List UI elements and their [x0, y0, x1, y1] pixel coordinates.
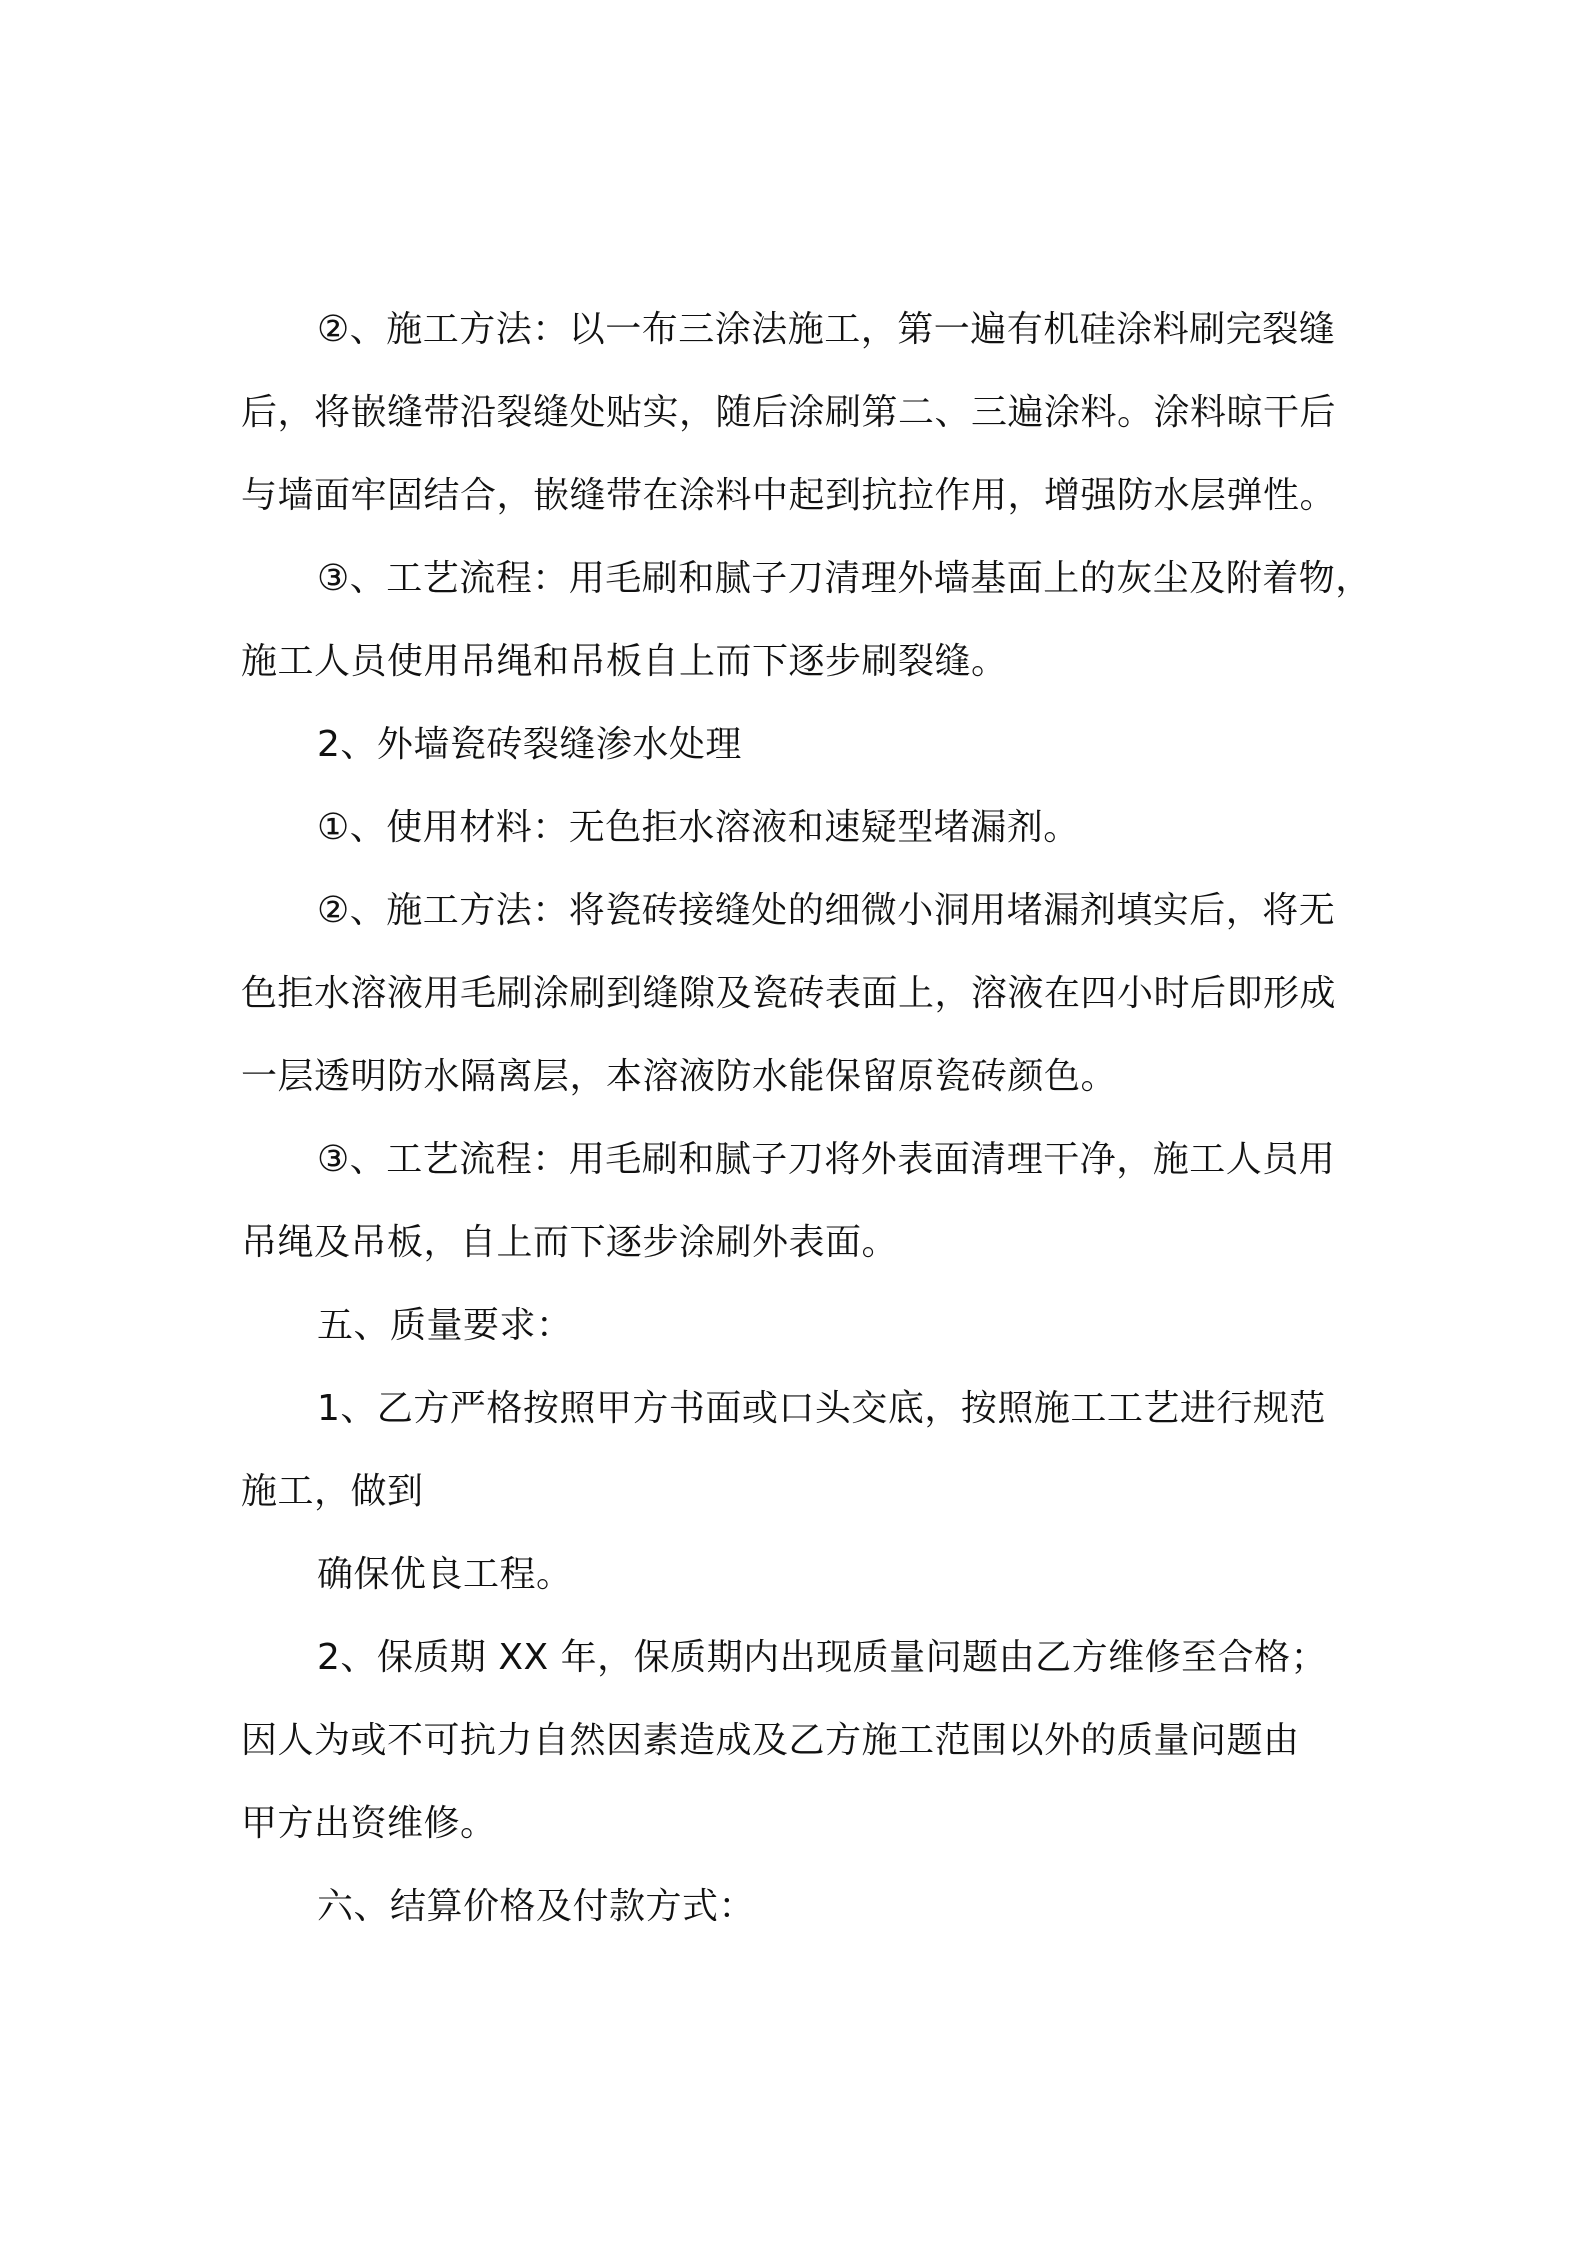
section-heading-payment	[241, 1865, 1357, 1948]
text-line: ①、使用材料：无色拒水溶液和速疑型堵漏剂。	[317, 807, 1080, 848]
text-line: 2、保质期 XX 年，保质期内出现质量问题由乙方维修至合格；	[317, 1637, 1328, 1678]
text-line: 2、外墙瓷砖裂缝渗水处理	[317, 724, 742, 765]
text-line: 后，将嵌缝带沿裂缝处贴实，随后涂刷第二、三遍涂料。涂料晾干后	[241, 392, 1337, 433]
text-line: 六、结算价格及付款方式：	[317, 1886, 756, 1927]
paragraph-quality-1-continued	[241, 1533, 1357, 1616]
text-line: 施工，做到	[241, 1471, 424, 1512]
text-line: ②、施工方法：以一布三涂法施工，第一遍有机硅涂料刷完裂缝	[317, 309, 1336, 350]
document-body	[241, 288, 1372, 1948]
section-heading-tile-crack	[241, 703, 1357, 786]
paragraph-construction-method-2	[241, 869, 1357, 1118]
paragraph-process-flow-2	[241, 1118, 1357, 1284]
section-heading-quality	[241, 1284, 1357, 1367]
paragraph-process-flow-1	[241, 537, 1372, 703]
paragraph-warranty	[241, 1616, 1357, 1865]
paragraph-quality-1	[241, 1367, 1357, 1533]
text-line: 色拒水溶液用毛刷涂刷到缝隙及瓷砖表面上，溶液在四小时后即形成	[241, 973, 1337, 1014]
paragraph-materials	[241, 786, 1357, 869]
text-line: 施工人员使用吊绳和吊板自上而下逐步刷裂缝。	[241, 641, 1008, 682]
text-line: 因人为或不可抗力自然因素造成及乙方施工范围以外的质量问题由	[241, 1720, 1300, 1761]
text-line: 甲方出资维修。	[241, 1803, 497, 1844]
text-line: 五、质量要求：	[317, 1305, 573, 1346]
text-line: ②、施工方法：将瓷砖接缝处的细微小洞用堵漏剂填实后，将无	[317, 890, 1336, 931]
text-line: 一层透明防水隔离层，本溶液防水能保留原瓷砖颜色。	[241, 1056, 1118, 1097]
text-line: 确保优良工程。	[317, 1554, 573, 1595]
text-line: ③、工艺流程：用毛刷和腻子刀将外表面清理干净，施工人员用	[317, 1139, 1336, 1180]
text-line: 与墙面牢固结合，嵌缝带在涂料中起到抗拉作用，增强防水层弹性。	[241, 475, 1337, 516]
paragraph-construction-method-1	[241, 288, 1357, 537]
text-line: 吊绳及吊板，自上而下逐步涂刷外表面。	[241, 1222, 899, 1263]
text-line: 1、乙方严格按照甲方书面或口头交底，按照施工工艺进行规范	[317, 1388, 1326, 1429]
text-line: ③、工艺流程：用毛刷和腻子刀清理外墙基面上的灰尘及附着物，	[317, 558, 1372, 599]
